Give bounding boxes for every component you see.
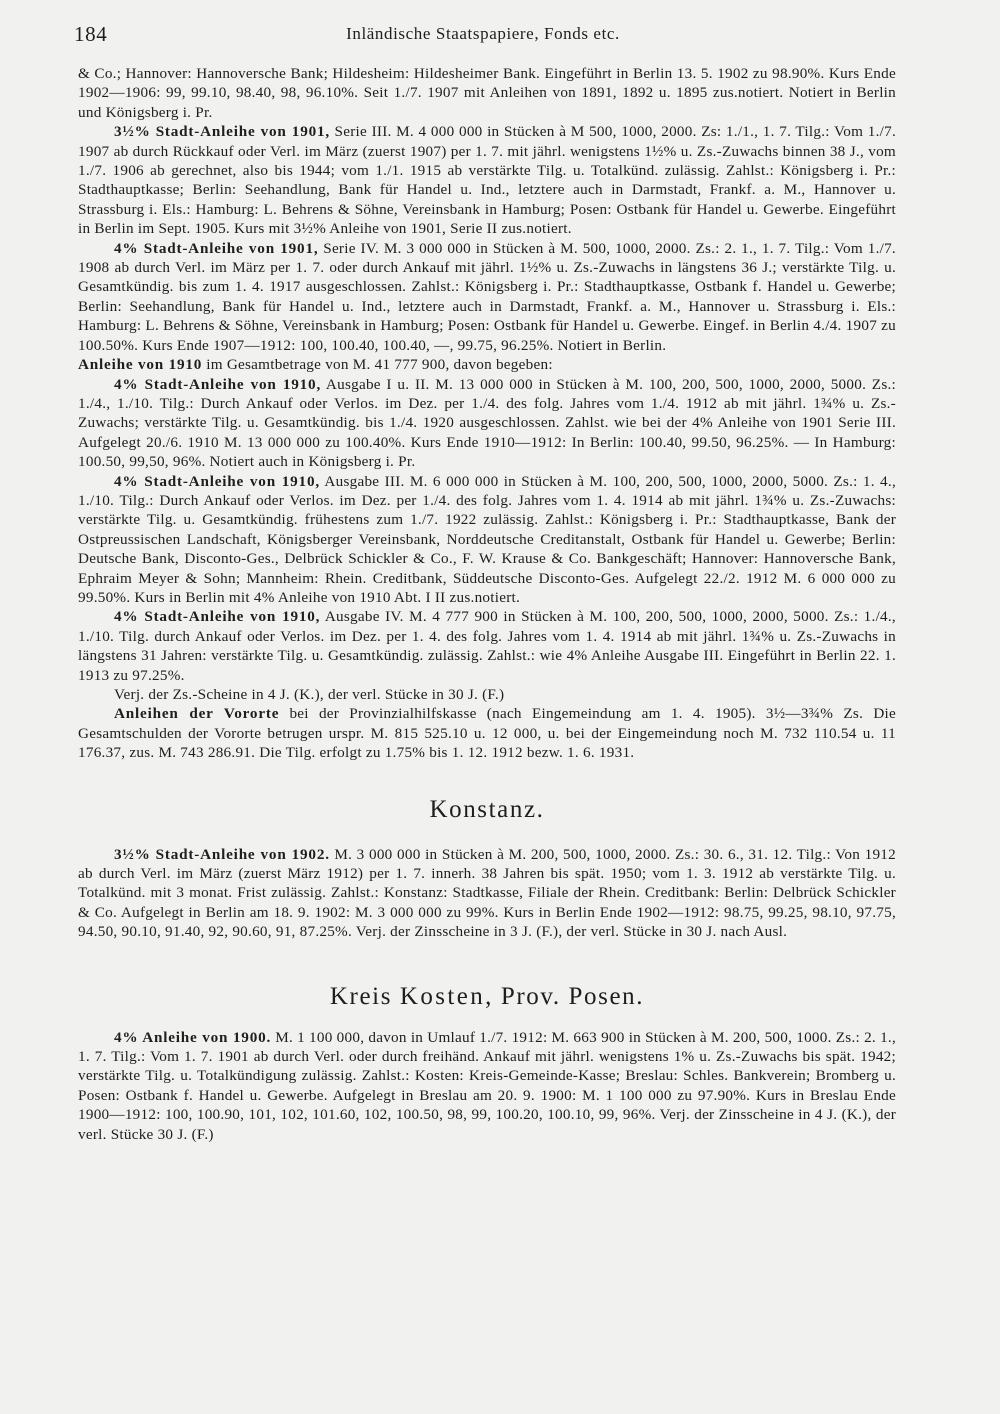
entry-heading: 4% Stadt-Anleihe von 1910, bbox=[114, 608, 321, 626]
entry-heading: Anleihe von 1910 bbox=[78, 356, 203, 374]
entry-heading: 4% Anleihe von 1900. bbox=[114, 1028, 272, 1046]
paragraph-anleihe-1910-ausgabe-iii: 4% Stadt-Anleihe von 1910, Ausgabe III. M. 6 000 000 in Stücken à M. 100, 200, 500, 1000, 2000, 5000. Zs.: 1. 4., 1./10. Tilg.: Durch Ankauf oder Verlos. im Dez. per 1./4. des folg. Jahres vom 1. 4. 1914 ab mit jährl. 1¾% u. Zs.-Zuwachs: verstärkte Tilg. u. Gesamtkündig. frühestens zum 1./7. 1922 zulässig. Zahlst.: Königsberg i. Pr.: Stadthauptkasse, Bank der Ostpreussischen Landschaft, Königsberger Vereinsbank, Norddeutsche Creditanstalt, Ostbank für Handel u. Gewerbe; Berlin: Deutsche Bank, Disconto-Ges., Delbrück Schickler & Co., F. W. Krause & Co. Bankgeschäft; Hannover: Hannoversche Bank, Ephraim Meyer & Sohn; Mannheim: Rhein. Creditbank, Süddeutsche Disconto-Ges. Aufgelegt 22./2. 1912 M. 6 000 000 zu 99.50%. Kurs in Berlin mit 4% Anleihe von 1910 Abt. I II zus.notiert. bbox=[78, 472, 896, 606]
paragraph-anleihen-vororte: Anleihen der Vororte bei der Provinzialhilfskasse (nach Eingemeindung am 1. 4. 1905). 3½—3¾% Zs. Die Gesamtschulden der Vororte betrugen urspr. M. 815 525.10 u. 12 000, u. bei der Eingemeindung noch M. 732 110.54 u. 11 176.37, zus. M. 743 286.91. Die Tilg. erfolgt zu 1.75% bis 1. 12. 1912 bezw. 1. 6. 1931. bbox=[78, 705, 897, 762]
paragraph-stadt-anleihe-1901-serie-iv: 4% Stadt-Anleihe von 1901, Serie IV. M. 3 000 000 in Stücken à M. 500, 1000, 2000. Zs.: 2. 1., 1. 7. Tilg.: Vom 1./7. 1908 ab durch Verl. im März per 1. 7. oder durch Ankauf mit jährl. 1½% u. Zs.-Zuwachs in längstens 36 J.; verstärkte Tilg. u. Gesamtkündig. bis zum 1. 4. 1917 ausgeschlossen. Zahlst.: Königsberg i. Pr.: Stadthauptkasse, Ostbank f. Handel u. Gewerbe; Berlin: Seehandlung, Bank für Handel u. Ind., letztere auch in Darmstadt, Frankf. a. M., Hannover u. Strassburg i. Els.: Hamburg: L. Behrens & Söhne, Vereinsbank in Hamburg; Posen: Ostbank für Handel u. Gewerbe. Eingef. in Berlin 4./4. 1907 zu 100.50%. Kurs Ende 1907—1912: 100, 100.40, 100.40, —, 99.75, 96.25%. Notiert in Berlin. bbox=[78, 239, 896, 354]
paragraph-verjaehrung: Verj. der Zs.-Scheine in 4 J. (K.), der verl. Stücke in 30 J. (F.) bbox=[114, 686, 505, 703]
entry-heading: 4% Stadt-Anleihe von 1910, bbox=[114, 375, 322, 393]
entry-heading: Anleihen der Vororte bbox=[114, 705, 280, 723]
section-title-konstanz: Konstanz. bbox=[429, 795, 545, 823]
entry-heading: 4% Stadt-Anleihe von 1901, bbox=[114, 239, 319, 257]
running-title: Inländische Staatspapiere, Fonds etc. bbox=[346, 24, 620, 43]
entry-heading: 3½% Stadt-Anleihe von 1901, bbox=[114, 123, 330, 141]
section-title-kreis-kosten: Kreis Kosten, Prov. Posen. bbox=[329, 982, 645, 1010]
paragraph-konstanz-anleihe-1902: 3½% Stadt-Anleihe von 1902. M. 3 000 000 in Stücken à M. 200, 500, 1000, 2000. Zs.: 30. 6., 31. 12. Tilg.: Von 1912 ab durch Verl. im März (zuerst März 1912) per 1. 7. innerh. 38 Jahren bis spät. 1950; vom 1. 3. 1912 ab verstärkte Tilg. u. Totalkünd. mit 3 monat. Frist zulässig. Zahlst.: Konstanz: Stadtkasse, Filiale der Rhein. Creditbank: Berlin: Delbrück Schickler & Co. Aufgelegt in Berlin am 18. 9. 1902: M. 3 000 000 zu 99%. Kurs in Berlin Ende 1902—1912: 98.75, 99.25, 98.10, 97.75, 94.50, 90.10, 91.40, 92, 90.60, 91, 87.25%. Verj. der Zinsscheine in 3 J. (F.), der verl. Stücke in 30 J. nach Ausl. bbox=[78, 845, 896, 941]
entry-heading: 3½% Stadt-Anleihe von 1902. bbox=[114, 845, 330, 863]
paragraph-anleihe-1910-ausgabe-i-ii: 4% Stadt-Anleihe von 1910, Ausgabe I u. II. M. 13 000 000 in Stücken à M. 100, 200, 500, 1000, 2000, 5000. Zs.: 1./4., 1./10. Tilg.: Durch Ankauf oder Verlos. im Dez. per 1./4. des folg. Jahres vom 1./4. 1912 ab mit jährl. 1¾% u. Zs.-Zuwachs; verstärkte Tilg. u. Gesamtkündig. bis 1./4. 1920 ausgeschlossen. Zahlst. wie bei der 4% Anleihe von 1901 Serie III. Aufgelegt 20./6. 1910 M. 13 000 000 zu 100.40%. Kurs Ende 1910—1912: In Berlin: 100.40, 99.50, 96.25%. — In Hamburg: 100.50, 99,50, 96%. Notiert auch in Königsberg i. Pr. bbox=[78, 375, 896, 471]
paragraph-continuation: & Co.; Hannover: Hannoversche Bank; Hildesheim: Hildesheimer Bank. Eingeführt in Berlin 13. 5. 1902 zu 98.90%. Kurs Ende 1902—1906: 99, 99.10, 98.40, 98, 96.10%. Seit 1./7. 1907 mit Anleihen von 1891, 1892 u. 1895 zus.notiert. Notiert in Berlin und Königsberg i. Pr. bbox=[78, 65, 896, 121]
page-body bbox=[78, 64, 896, 1144]
paragraph-anleihe-1910: Anleihe von 1910 im Gesamtbetrage von M. 41 777 900, davon begeben: bbox=[78, 356, 553, 374]
paragraph-stadt-anleihe-1901-serie-iii: 3½% Stadt-Anleihe von 1901, Serie III. M. 4 000 000 in Stücken à M 500, 1000, 2000. Zs: 1./1., 1. 7. Tilg.: Vom 1./7. 1907 ab durch Rückkauf oder Verl. im März (zuerst 1907) per 1. 7. mit jährl. wenigstens 1½% u. Zs.-Zuwachs binnen 38 J., vom 1./7. 1906 ab gerechnet, also bis 1944; vom 1./1. 1915 ab verstärkte Tilg. u. Totalkünd. zulässig. Zahlst.: Königsberg i. Pr.: Stadthauptkasse; Berlin: Seehandlung, Bank für Handel u. Ind., letztere auch in Darmstadt, Frankf. a. M., Hannover u. Strassburg i. Els.: Hamburg: L. Behrens & Söhne, Vereinsbank in Hamburg; Posen: Ostbank für Handel u. Gewerbe. Eingeführt in Berlin im Sept. 1905. Kurs mit 3½% Anleihe von 1901, Serie II zus.notiert. bbox=[78, 123, 897, 238]
page-number: 184 bbox=[74, 22, 108, 46]
page-header bbox=[74, 22, 892, 52]
paragraph-anleihe-1910-ausgabe-iv: 4% Stadt-Anleihe von 1910, Ausgabe IV. M. 4 777 900 in Stücken à M. 100, 200, 500, 1000, 2000, 5000. Zs.: 1./4., 1./10. Tilg. durch Ankauf oder Verlos. im Dez. per 1. 4. des folg. Jahres vom 1. 4. 1914 ab mit jährl. 1¾% u. Zs.-Zuwachs in längstens 31 Jahren: verstärkte Tilg. u. Gesamtkündig. zulässig. Zahlst.: wie 4% Anleihe Ausgabe III. Eingeführt in Berlin 22. 1. 1913 zu 97.25%. bbox=[78, 608, 896, 684]
paragraph-kosten-anleihe-1900: 4% Anleihe von 1900. M. 1 100 000, davon in Umlauf 1./7. 1912: M. 663 900 in Stücken à M. 200, 500, 1000. Zs.: 2. 1., 1. 7. Tilg.: Vom 1. 7. 1901 ab durch Verl. oder durch freihänd. Ankauf mit jährl. wenigstens 1% u. Zs.-Zuwachs bis spät. 1942; verstärkte Tilg. u. Totalkündigung zulässig. Zahlst.: Kosten: Kreis-Gemeinde-Kasse; Breslau: Schles. Bankverein; Bromberg u. Posen: Ostbank f. Handel u. Gewerbe. Aufgelegt in Breslau am 20. 9. 1900: M. 1 100 000 zu 97.90%. Kurs in Breslau Ende 1900—1912: 100, 100.90, 101, 102, 101.60, 102, 100.50, 98, 99, 100.20, 100.10, 99, 96%. Verj. der Zinsscheine in 4 J. (K.), der verl. Stücke 30 J. (F.) bbox=[78, 1028, 897, 1143]
entry-heading: 4% Stadt-Anleihe von 1910, bbox=[114, 472, 320, 490]
